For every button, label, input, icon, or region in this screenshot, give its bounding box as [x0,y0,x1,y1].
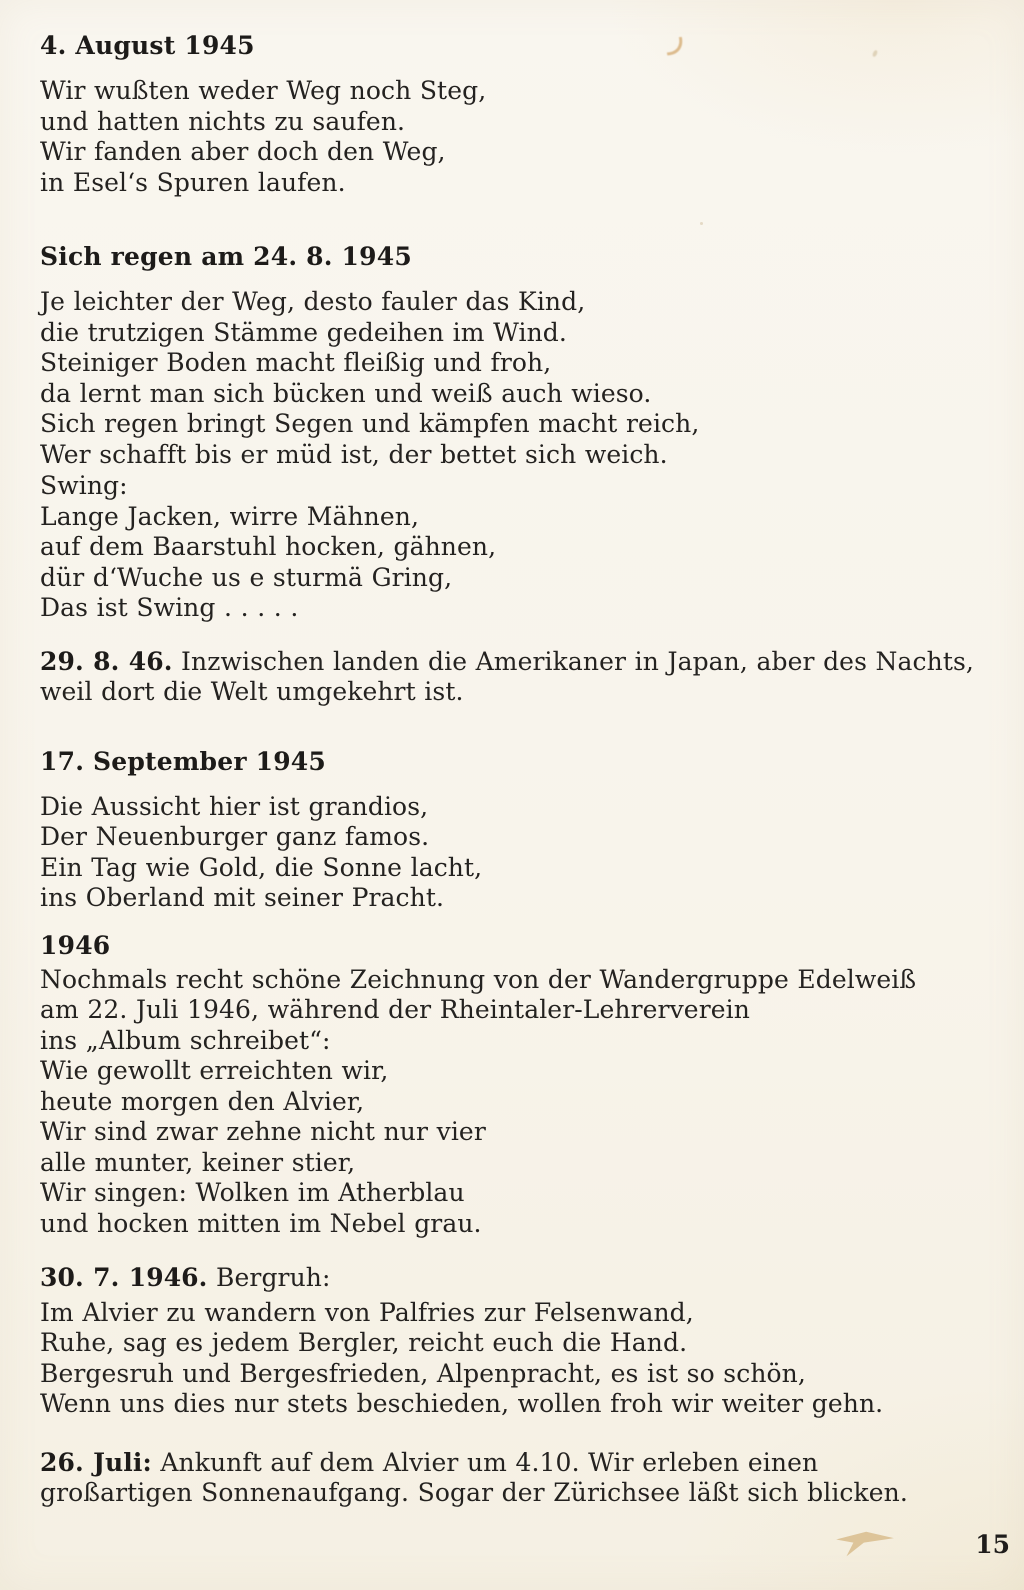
text-line: und hocken mitten im Nebel grau. [40,1208,482,1238]
section-2 [40,241,984,470]
text-line: Wie gewollt erreichten wir, [40,1056,389,1085]
line-text: Ankunft auf dem Alvier um 4.10. Wir erleben einen [151,1447,819,1477]
section-6 [40,930,984,1240]
text-column [40,30,984,1509]
text-line: Swing: [40,471,128,500]
text-line: Wir fanden aber doch den Weg, [40,137,446,166]
text-line [40,647,984,678]
section-4 [40,647,984,708]
text-line: Im Alvier zu wandern von Palfries zur Felsenwand, [40,1297,694,1327]
text-line: Bergesruh und Bergesfrieden, Alpenpracht, es ist so schön, [40,1358,806,1388]
line-text: Bergruh: [207,1263,331,1292]
text-line: am 22. Juli 1946, während der Rheintaler-Lehrerverein [40,995,750,1024]
section-5 [40,746,984,914]
text-line: in Esel‘s Spuren laufen. [40,167,346,197]
section-heading: 17. September 1945 [40,746,326,776]
text-line: Wir singen: Wolken im Atherblau [40,1178,465,1207]
paper-speck [700,222,703,225]
section-7 [40,1263,984,1420]
text-line: Wer schafft bis er müd ist, der bettet sich weich. [40,439,668,469]
text-line: dür d‘Wuche us e sturmä Gring, [40,562,453,592]
text-line: Wir sind zwar zehne nicht nur vier [40,1117,486,1146]
text-line: ins „Album schreibet“: [40,1025,331,1055]
text-line: Ruhe, sag es jedem Bergler, reicht euch die Hand. [40,1328,688,1357]
text-line: die trutzigen Stämme gedeihen im Wind. [40,317,567,347]
section-heading: 4. August 1945 [40,31,255,60]
section-1 [40,30,984,198]
text-line: Die Aussicht hier ist grandios, [40,791,429,821]
text-line: heute morgen den Alvier, [40,1086,365,1116]
text-line: Nochmals recht schöne Zeichnung von der Wandergruppe Edelweiß [40,964,917,994]
text-line: und hatten nichts zu saufen. [40,106,406,136]
text-line: Wir wußten weder Weg noch Steg, [40,76,487,105]
text-line: Ein Tag wie Gold, die Sonne lacht, [40,852,483,882]
text-line: großartigen Sonnenaufgang. Sogar der Zürichsee läßt sich blicken. [40,1478,908,1507]
line-text: Inzwischen landen die Amerikaner in Japan, aber des Nachts, [172,646,974,676]
page-number: 15 [975,1530,1010,1559]
text-line: ins Oberland mit seiner Pracht. [40,883,445,912]
stain-bottom-right [836,1526,894,1558]
text-line: auf dem Baarstuhl hocken, gähnen, [40,532,497,561]
section-8 [40,1448,984,1509]
date-label: 30. 7. 1946. [40,1263,208,1292]
text-line: Wenn uns dies nur stets beschieden, wollen froh wir weiter gehn. [40,1389,884,1418]
text-line: Das ist Swing . . . . . [40,593,299,622]
date-label: 29. 8. 46. [40,646,173,676]
text-line [40,1263,984,1294]
section-heading: Sich regen am 24. 8. 1945 [40,242,412,271]
date-label: 26. Juli: [40,1447,152,1477]
text-line: weil dort die Welt umgekehrt ist. [40,677,464,706]
section-3 [40,471,984,624]
text-line [40,1448,984,1479]
text-line: Der Neuenburger ganz famos. [40,822,430,851]
text-line: Je leichter der Weg, desto fauler das Kind, [40,287,586,316]
text-line: alle munter, keiner stier, [40,1147,356,1177]
text-line: Steiniger Boden macht fleißig und froh, [40,348,552,377]
section-heading: 1946 [40,930,111,960]
text-line: Lange Jacken, wirre Mähnen, [40,501,420,531]
text-line: Sich regen bringt Segen und kämpfen macht reich, [40,409,700,438]
text-line: da lernt man sich bücken und weiß auch wieso. [40,378,652,408]
